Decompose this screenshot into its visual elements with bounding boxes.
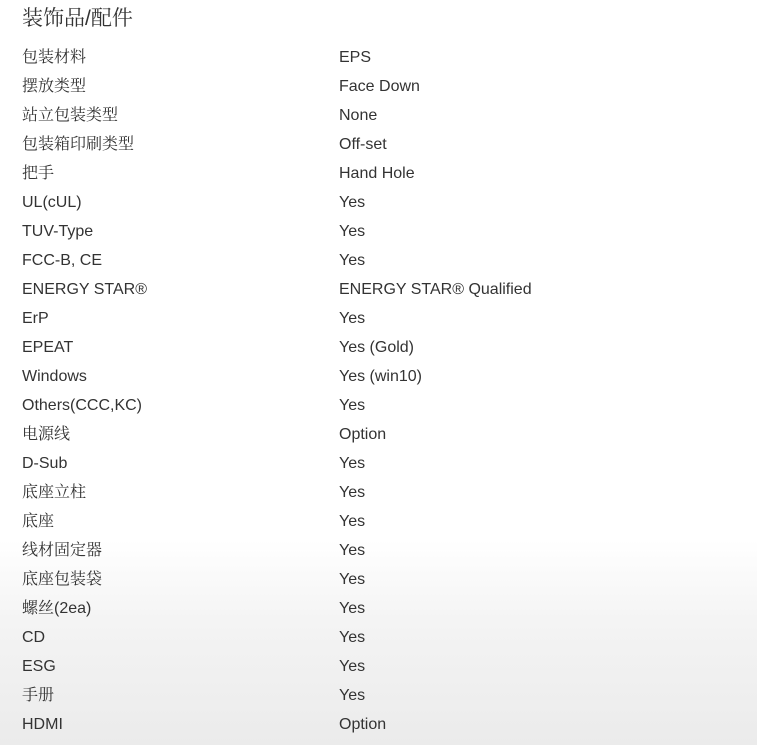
spec-row-packing-material [0,43,757,72]
spec-label: ErP [22,310,49,327]
spec-row-cable-holder [0,536,757,565]
spec-label: EPEAT [22,339,74,356]
spec-label: FCC-B, CE [22,252,102,269]
spec-row-ul-cul [0,188,757,217]
spec-value: Option [339,426,387,443]
spec-row-standing-packing-type [0,101,757,130]
spec-value: Yes [339,513,366,530]
spec-row-stand-pillar [0,478,757,507]
spec-value: Yes [339,194,366,211]
spec-label: HDMI [22,716,63,733]
spec-row-cd [0,623,757,652]
spec-value: Yes [339,600,366,617]
spec-value: Yes [339,687,366,704]
spec-value: EPS [339,49,372,66]
spec-row-others [0,391,757,420]
spec-label: 站立包装类型 [22,107,119,124]
spec-row-energy-star [0,275,757,304]
spec-label: 底座立柱 [22,484,87,501]
spec-row-tuv-type [0,217,757,246]
spec-value: Yes [339,397,366,414]
spec-value: Yes [339,629,366,646]
spec-row-screws [0,594,757,623]
spec-label: 包装材料 [22,49,87,66]
spec-row-esg [0,652,757,681]
spec-row-d-sub [0,449,757,478]
spec-label: 手册 [22,687,55,704]
spec-list [0,43,757,739]
spec-value: Yes [339,542,366,559]
spec-row-base [0,507,757,536]
spec-row-windows [0,362,757,391]
spec-value: Option [339,716,387,733]
spec-label: CD [22,629,46,646]
spec-row-handle [0,159,757,188]
spec-row-hdmi [0,710,757,739]
spec-value: Yes [339,310,366,327]
spec-label: Windows [22,368,87,385]
spec-label: Others(CCC,KC) [22,397,143,414]
spec-value: ENERGY STAR® Qualified [339,281,532,298]
spec-row-placement-type [0,72,757,101]
spec-row-carton-printing-type [0,130,757,159]
spec-row-erp [0,304,757,333]
section-title: 装饰品/配件 [22,7,133,30]
spec-value: Yes [339,252,366,269]
spec-row-fcc-ce [0,246,757,275]
spec-value: Yes [339,455,366,472]
spec-label: 包装箱印刷类型 [22,136,135,153]
spec-label: 底座 [22,513,55,530]
spec-label: 把手 [22,165,55,182]
spec-value: Yes [339,223,366,240]
spec-label: 摆放类型 [22,78,87,95]
spec-row-power-cord [0,420,757,449]
spec-value: Yes [339,658,366,675]
spec-label: 线材固定器 [22,542,103,559]
spec-value: Yes [339,571,366,588]
spec-value: Yes [339,484,366,501]
spec-label: TUV-Type [22,223,94,240]
spec-label: UL(cUL) [22,194,82,211]
spec-row-epeat [0,333,757,362]
spec-label: 底座包装袋 [22,571,103,588]
spec-label: D-Sub [22,455,68,472]
spec-value: Yes (win10) [339,368,423,385]
spec-value: Face Down [339,78,420,95]
spec-label: 电源线 [22,426,71,443]
spec-value: Off-set [339,136,387,153]
spec-value: Hand Hole [339,165,415,182]
spec-row-manual [0,681,757,710]
spec-label: ESG [22,658,56,675]
spec-row-base-packing-bag [0,565,757,594]
spec-value: Yes (Gold) [339,339,414,356]
spec-label: 螺丝(2ea) [22,600,92,617]
spec-value: None [339,107,378,124]
spec-label: ENERGY STAR® [22,281,147,298]
